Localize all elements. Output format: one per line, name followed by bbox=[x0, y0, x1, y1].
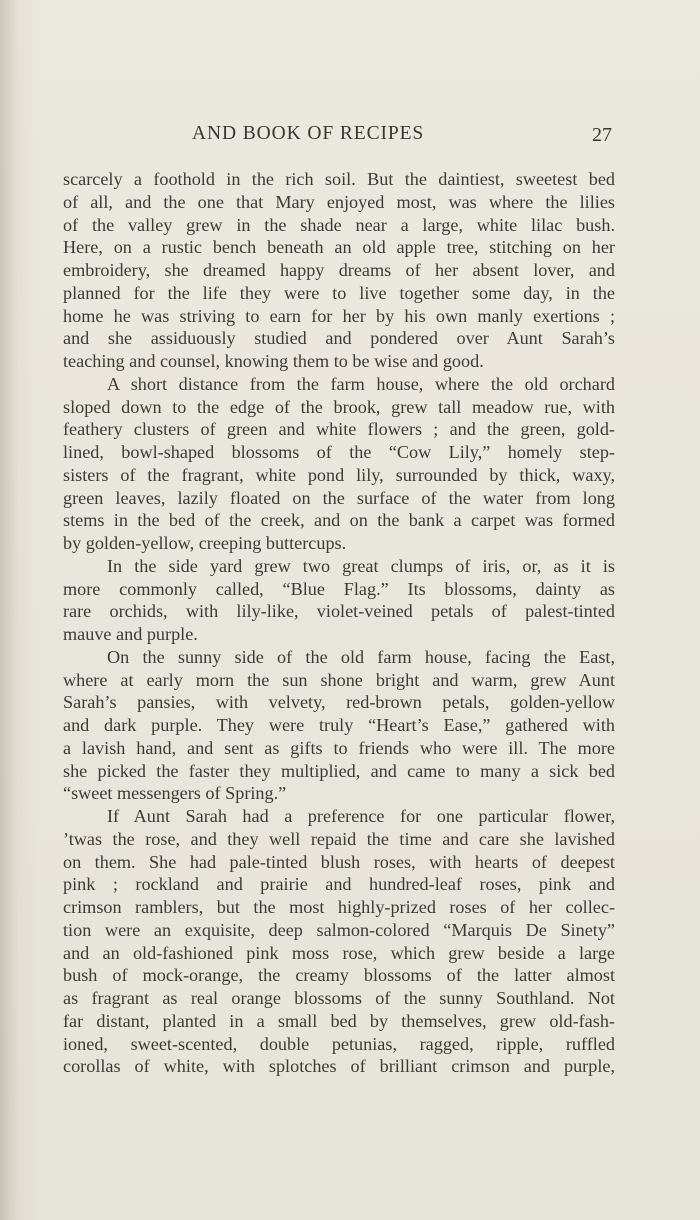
text-line: bush of mock-orange, the creamy blossoms of the latter almost bbox=[63, 965, 615, 986]
text-line: corollas of white, with splotches of brilliant crimson and purple, bbox=[63, 1056, 615, 1077]
text-line: and she assiduously studied and pondered over Aunt Sarah’s bbox=[63, 328, 615, 349]
text-line: on them. She had pale-tinted blush roses, with hearts of deepest bbox=[63, 851, 615, 872]
text-line: If Aunt Sarah had a preference for one particular flower, bbox=[107, 806, 615, 826]
text-line: tion were an exquisite, deep salmon-colored “Marquis De Sinety” bbox=[63, 919, 615, 940]
text-line: sloped down to the edge of the brook, grew tall meadow rue, with bbox=[63, 396, 615, 417]
text-line: On the sunny side of the old farm house, facing the East, bbox=[107, 646, 615, 667]
page-number: 27 bbox=[592, 124, 612, 146]
text-line: home he was striving to earn for her by his own manly exertions ; bbox=[63, 305, 615, 326]
text-line: and dark purple. They were truly “Heart’s Ease,” gathered with bbox=[63, 715, 615, 735]
text-line: A short distance from the farm house, where the old orchard bbox=[107, 373, 615, 394]
text-line: scarcely a foothold in the rich soil. But the daintiest, sweetest bed bbox=[63, 169, 615, 189]
text-line: embroidery, she dreamed happy dreams of her absent lover, and bbox=[63, 260, 615, 280]
text-line: “sweet messengers of Spring.” bbox=[63, 783, 287, 804]
text-line: stems in the bed of the creek, and on the bank a carpet was formed bbox=[63, 510, 615, 531]
text-line: lined, bowl-shaped blossoms of the “Cow Lily,” homely step- bbox=[63, 442, 615, 462]
text-line: mauve and purple. bbox=[63, 624, 198, 644]
text-line: by golden-yellow, creeping buttercups. bbox=[63, 533, 347, 553]
text-line: In the side yard grew two great clumps of iris, or, as it is bbox=[107, 555, 615, 576]
text-line: ioned, sweet-scented, double petunias, ragged, ripple, ruffled bbox=[63, 1033, 615, 1054]
text-line: she picked the faster they multiplied, and came to many a sick bed bbox=[63, 760, 615, 781]
running-head bbox=[62, 123, 614, 149]
text-line: and an old-fashioned pink moss rose, which grew beside a large bbox=[63, 942, 615, 963]
text-line: teaching and counsel, knowing them to be wise and good. bbox=[63, 351, 484, 371]
text-line: ’twas the rose, and they well repaid the time and care she lavished bbox=[63, 828, 615, 849]
text-line: planned for the life they were to live together some day, in the bbox=[63, 282, 615, 303]
text-line: green leaves, lazily floated on the surface of the water from long bbox=[63, 487, 615, 508]
body-text bbox=[63, 168, 615, 1078]
text-line: Sarah’s pansies, with velvety, red-brown petals, golden-yellow bbox=[63, 692, 615, 713]
running-title: AND BOOK OF RECIPES bbox=[192, 123, 425, 144]
text-line: as fragrant as real orange blossoms of the sunny Southland. Not bbox=[63, 988, 615, 1008]
text-line: rare orchids, with lily-like, violet-veined petals of palest-tinted bbox=[63, 601, 615, 622]
text-line: pink ; rockland and prairie and hundred-leaf roses, pink and bbox=[63, 874, 615, 895]
text-line: far distant, planted in a small bed by themselves, grew old-fash- bbox=[63, 1010, 615, 1031]
text-line: Here, on a rustic bench beneath an old apple tree, stitching on her bbox=[63, 237, 615, 258]
text-line: more commonly called, “Blue Flag.” Its blossoms, dainty as bbox=[63, 578, 615, 599]
text-line: of the valley grew in the shade near a large, white lilac bush. bbox=[63, 214, 615, 235]
text-line: of all, and the one that Mary enjoyed most, was where the lilies bbox=[63, 191, 615, 212]
text-line: crimson ramblers, but the most highly-prized roses of her collec- bbox=[63, 897, 615, 917]
text-line: sisters of the fragrant, white pond lily, surrounded by thick, waxy, bbox=[63, 464, 615, 485]
text-line: a lavish hand, and sent as gifts to friends who were ill. The more bbox=[63, 737, 615, 758]
text-line: feathery clusters of green and white flowers ; and the green, gold- bbox=[63, 419, 615, 440]
text-line: where at early morn the sun shone bright and warm, grew Aunt bbox=[63, 669, 615, 690]
